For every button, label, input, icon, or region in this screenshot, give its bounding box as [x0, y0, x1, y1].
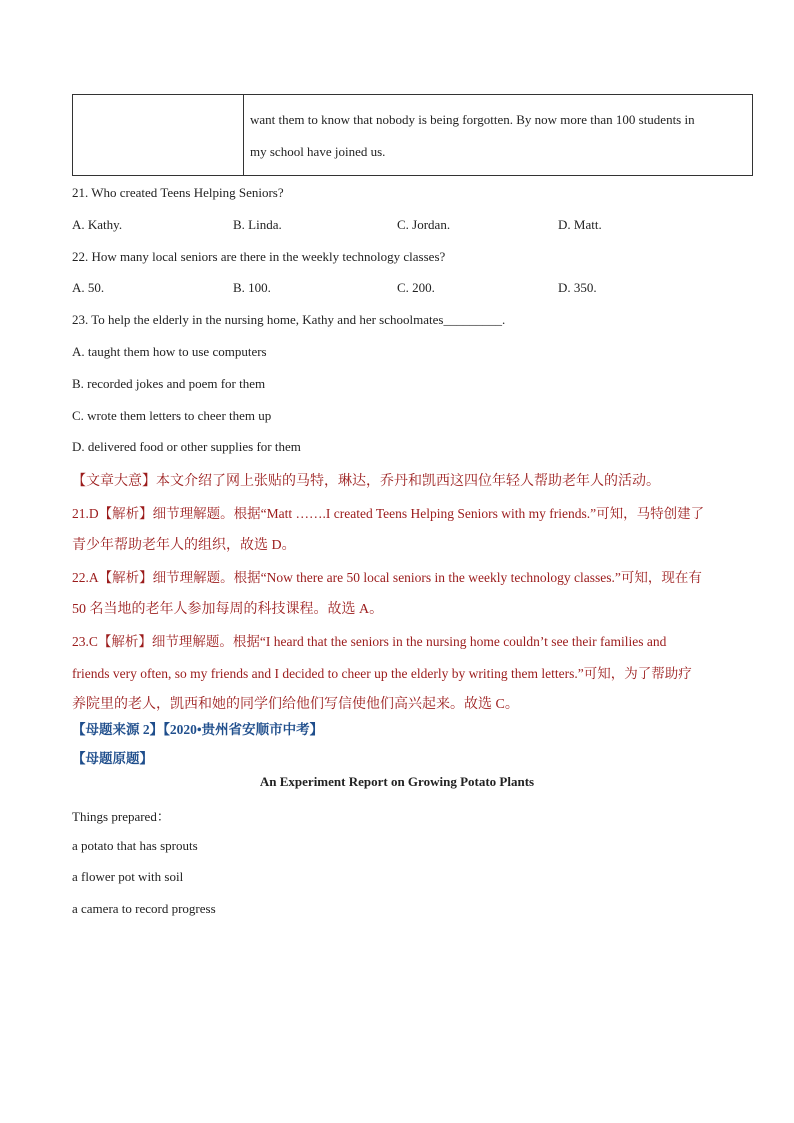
- question-21-stem: 21. Who created Teens Helping Seniors?: [72, 185, 284, 200]
- q21-option-b: B. Linda.: [233, 217, 282, 232]
- q23-option-b: B. recorded jokes and poem for them: [72, 376, 266, 391]
- q22-option-c: C. 200.: [397, 280, 435, 295]
- table-right-cell: [244, 95, 753, 176]
- table-text-line-1: want them to know that nobody is being forgotten. By now more than 100 students in: [250, 112, 695, 127]
- passage-table: [72, 94, 753, 176]
- prepared-item-1: a potato that has sprouts: [72, 838, 198, 853]
- answer-23-line-2: friends very often, so my friends and I decided to cheer up the elderly by writing them letters.”可知，为了帮助疗: [72, 666, 692, 681]
- prepared-item-2: a flower pot with soil: [72, 869, 184, 884]
- question-22-stem: 22. How many local seniors are there in the weekly technology classes?: [72, 249, 446, 264]
- answer-21-line-1: 21.D【解析】细节理解题。根据“Matt …….I created Teens Helping Seniors with my friends.”可知，马特创建了: [72, 506, 705, 521]
- report-title: An Experiment Report on Growing Potato Plants: [259, 774, 535, 789]
- q21-option-c: C. Jordan.: [397, 217, 451, 232]
- source-label: 【母题来源 2】: [72, 722, 164, 737]
- q23-stem-end: .: [501, 312, 506, 327]
- q23-option-c: C. wrote them letters to cheer them up: [72, 408, 272, 423]
- q22-option-a: A. 50.: [72, 280, 105, 295]
- question-23-stem: [72, 312, 505, 328]
- analysis-summary: 【文章大意】本文介绍了网上张贴的马特，琳达，乔丹和凯西这四位年轻人帮助老年人的活动。: [72, 474, 660, 489]
- q23-blank: _________: [443, 312, 502, 327]
- q23-stem-text: 23. To help the elderly in the nursing home, Kathy and her schoolmates: [72, 312, 444, 327]
- q21-option-a: A. Kathy.: [72, 217, 123, 232]
- prepared-item-3: a camera to record progress: [72, 901, 216, 916]
- original-question-label: 【母题原题】: [72, 751, 153, 766]
- answer-23-line-1: 23.C【解析】细节理解题。根据“I heard that the seniors in the nursing home couldn’t see their families and: [72, 634, 667, 649]
- source-line: [72, 718, 323, 738]
- q21-option-d: D. Matt.: [558, 217, 602, 232]
- table-left-cell: [73, 95, 244, 176]
- source-detail: 【2020•贵州省安顺市中考】: [163, 722, 324, 737]
- answer-23-line-3: 养院里的老人，凯西和她的同学们给他们写信使他们高兴起来。故选 C。: [72, 697, 519, 712]
- answer-21-line-2: 青少年帮助老年人的组织，故选 D。: [72, 538, 296, 553]
- q22-option-b: B. 100.: [233, 280, 271, 295]
- table-text-line-2: my school have joined us.: [250, 144, 386, 159]
- things-prepared-label: Things prepared：: [72, 809, 170, 824]
- q22-option-d: D. 350.: [558, 280, 597, 295]
- answer-22-line-1: 22.A【解析】细节理解题。根据“Now there are 50 local seniors in the weekly technology classes.”可知，现在有: [72, 570, 702, 585]
- q23-option-d: D. delivered food or other supplies for them: [72, 439, 301, 454]
- answer-22-line-2: 50 名当地的老年人参加每周的科技课程。故选 A。: [72, 602, 384, 617]
- q23-option-a: A. taught them how to use computers: [72, 344, 267, 359]
